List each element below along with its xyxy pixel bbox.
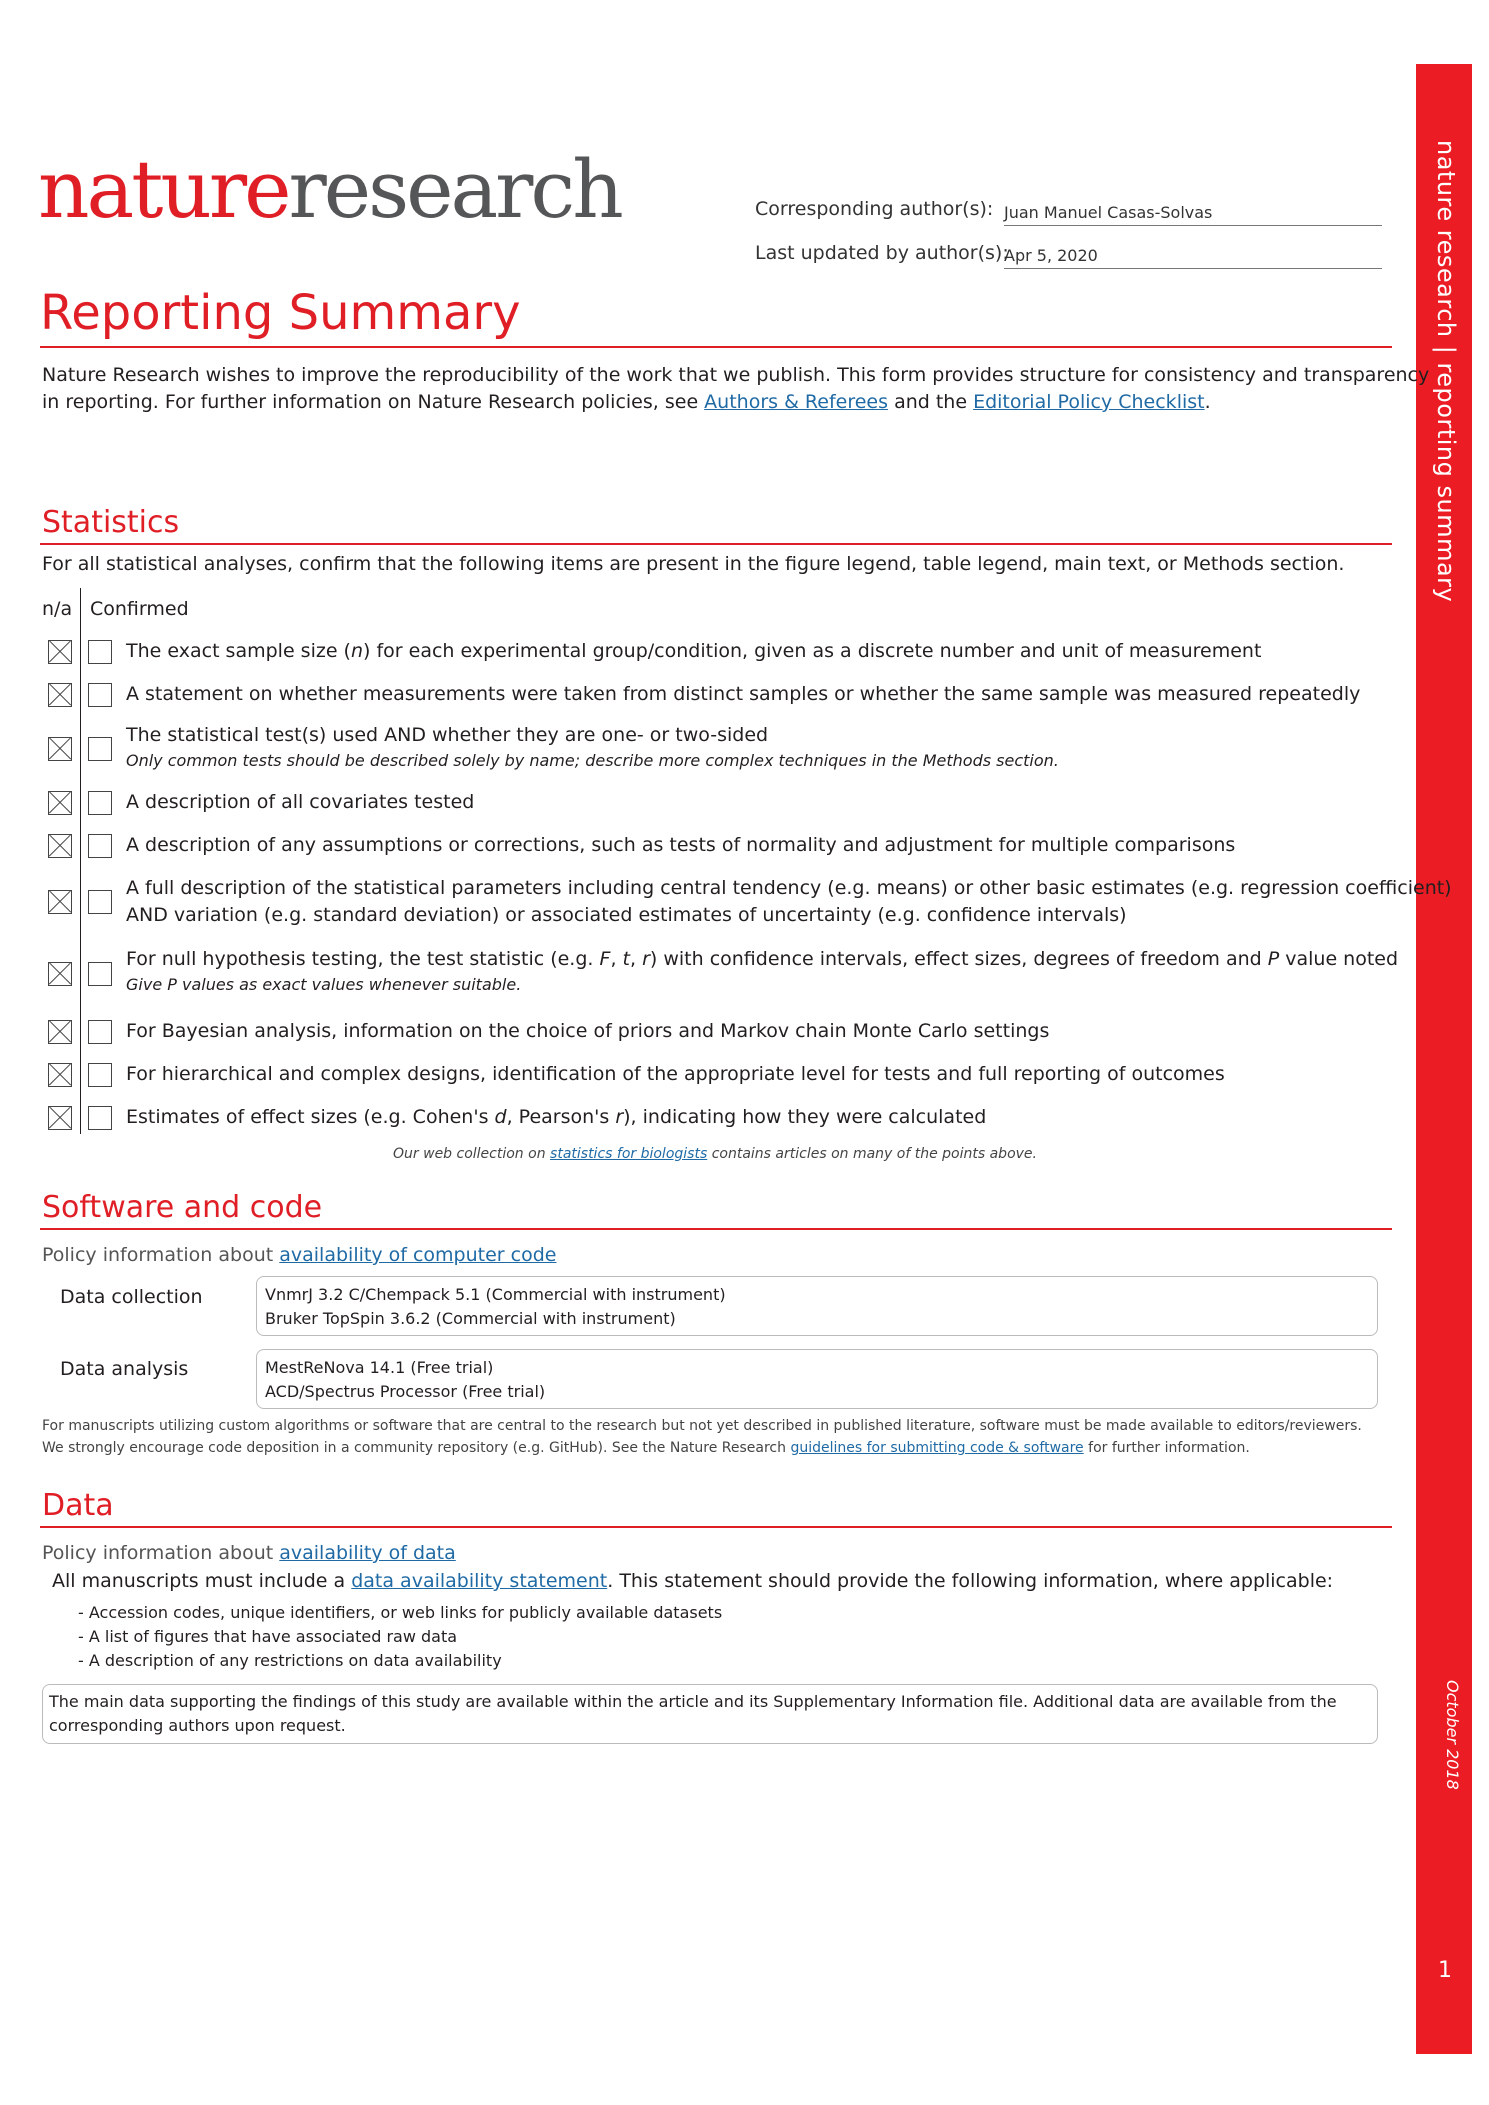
page-number: 1 xyxy=(1438,1958,1452,1983)
checklist-item-7-note: Give P values as exact values whenever suitable. xyxy=(126,975,522,994)
data-analysis-field[interactable] xyxy=(256,1349,1378,1409)
data-bullet-3: - A description of any restrictions on data availability xyxy=(78,1651,502,1670)
data-heading: Data xyxy=(42,1488,114,1523)
data-analysis-label: Data analysis xyxy=(60,1358,189,1380)
confirmed-checkbox-6[interactable] xyxy=(88,890,112,914)
checklist-item-6: A full description of the statistical parameters including central tendency (e.g. means) or other basic estimates (e.g. regression coefficient) xyxy=(126,877,1452,899)
last-updated-field[interactable]: Apr 5, 2020 xyxy=(1004,246,1382,269)
page-title: Reporting Summary xyxy=(40,285,521,341)
confirmed-checkbox-8[interactable] xyxy=(88,1020,112,1044)
software-note-line-1: For manuscripts utilizing custom algorithms or software that are central to the research but not yet described in published literature, software must be made available to editors/reviewers. xyxy=(42,1418,1362,1434)
confirmed-checkbox-7[interactable] xyxy=(88,962,112,986)
data-analysis-line-1: MestReNova 14.1 (Free trial) xyxy=(265,1358,494,1377)
data-collection-line-2: Bruker TopSpin 3.6.2 (Commercial with instrument) xyxy=(265,1309,676,1328)
na-checkbox-1[interactable] xyxy=(48,640,72,664)
statistics-footnote: Our web collection on statistics for biologists contains articles on many of the points above. xyxy=(393,1146,1037,1162)
statistics-instruction: For all statistical analyses, confirm that the following items are present in the figure legend, table legend, main text, or Methods section. xyxy=(42,553,1345,575)
confirmed-checkbox-4[interactable] xyxy=(88,791,112,815)
checklist-item-3-note: Only common tests should be described solely by name; describe more complex techniques in the Methods section. xyxy=(126,751,1059,770)
authors-referees-link[interactable]: Authors & Referees xyxy=(704,391,889,413)
data-statement-instruction: All manuscripts must include a data availability statement. This statement should provide the following information, where applicable: xyxy=(52,1570,1334,1592)
na-checkbox-7[interactable] xyxy=(48,962,72,986)
code-guidelines-link[interactable]: guidelines for submitting code & software xyxy=(790,1440,1084,1456)
corresponding-author-field[interactable]: Juan Manuel Casas-Solvas xyxy=(1004,203,1382,226)
data-availability-statement-link[interactable]: data availability statement xyxy=(351,1570,608,1592)
intro-line-2: in reporting. For further information on Nature Research policies, see Authors & Referees and the Editorial Policy Checklist. xyxy=(42,391,1211,413)
data-analysis-line-2: ACD/Spectrus Processor (Free trial) xyxy=(265,1382,546,1401)
editorial-policy-link[interactable]: Editorial Policy Checklist xyxy=(973,391,1205,413)
data-bullet-1: - Accession codes, unique identifiers, or web links for publicly available datasets xyxy=(78,1603,723,1622)
data-answer-line-2: corresponding authors upon request. xyxy=(49,1716,346,1735)
confirmed-checkbox-5[interactable] xyxy=(88,834,112,858)
checklist-item-2: A statement on whether measurements were taken from distinct samples or whether the same sample was measured repeatedly xyxy=(126,683,1361,705)
software-rule xyxy=(40,1228,1392,1230)
na-checkbox-3[interactable] xyxy=(48,737,72,761)
checklist-item-4: A description of all covariates tested xyxy=(126,791,475,813)
availability-of-data-link[interactable]: availability of data xyxy=(279,1542,456,1564)
checklist-item-7: For null hypothesis testing, the test statistic (e.g. F, t, r) with confidence intervals, effect sizes, degrees of freedom and P value noted xyxy=(126,948,1399,970)
data-answer-line-1: The main data supporting the findings of this study are available within the article and its Supplementary Information file. Additional data are available from the xyxy=(49,1692,1337,1711)
na-checkbox-8[interactable] xyxy=(48,1020,72,1044)
data-bullet-2: - A list of figures that have associated raw data xyxy=(78,1627,458,1646)
intro-line-1: Nature Research wishes to improve the reproducibility of the work that we publish. This form provides structure for consistency and transparency xyxy=(42,364,1430,386)
software-heading: Software and code xyxy=(42,1190,323,1225)
na-checkbox-6[interactable] xyxy=(48,890,72,914)
data-policy: Policy information about availability of data xyxy=(42,1542,456,1564)
software-policy: Policy information about availability of computer code xyxy=(42,1244,557,1266)
data-rule xyxy=(40,1526,1392,1528)
na-checkbox-10[interactable] xyxy=(48,1106,72,1130)
sidebar-label: nature research | reporting summary xyxy=(1432,140,1460,603)
statistics-heading: Statistics xyxy=(42,505,180,540)
checklist-item-8: For Bayesian analysis, information on the choice of priors and Markov chain Monte Carlo settings xyxy=(126,1020,1050,1042)
title-rule xyxy=(40,346,1392,348)
data-collection-line-1: VnmrJ 3.2 C/Chempack 5.1 (Commercial with instrument) xyxy=(265,1285,726,1304)
confirmed-checkbox-3[interactable] xyxy=(88,737,112,761)
checklist-item-10: Estimates of effect sizes (e.g. Cohen's d, Pearson's r), indicating how they were calculated xyxy=(126,1106,987,1128)
confirmed-checkbox-2[interactable] xyxy=(88,683,112,707)
sidebar-date: October 2018 xyxy=(1443,1680,1462,1790)
na-checkbox-5[interactable] xyxy=(48,834,72,858)
confirmed-checkbox-9[interactable] xyxy=(88,1063,112,1087)
computer-code-link[interactable]: availability of computer code xyxy=(279,1244,557,1266)
checklist-item-1: The exact sample size (n) for each experimental group/condition, given as a discrete number and unit of measurement xyxy=(126,640,1262,662)
corresponding-author-label: Corresponding author(s): xyxy=(755,198,994,220)
data-availability-answer[interactable] xyxy=(42,1684,1378,1744)
checklist-item-5: A description of any assumptions or corrections, such as tests of normality and adjustment for multiple comparisons xyxy=(126,834,1236,856)
statistics-rule xyxy=(40,543,1392,545)
data-collection-label: Data collection xyxy=(60,1286,203,1308)
na-checkbox-2[interactable] xyxy=(48,683,72,707)
confirmed-checkbox-10[interactable] xyxy=(88,1106,112,1130)
na-checkbox-4[interactable] xyxy=(48,791,72,815)
last-updated-label: Last updated by author(s): xyxy=(755,242,1009,264)
na-column-header: n/a xyxy=(42,598,73,620)
checklist-item-6-line-2: AND variation (e.g. standard deviation) or associated estimates of uncertainty (e.g. confidence intervals) xyxy=(126,904,1127,926)
confirmed-column-header: Confirmed xyxy=(90,598,189,620)
na-checkbox-9[interactable] xyxy=(48,1063,72,1087)
checklist-item-3: The statistical test(s) used AND whether they are one- or two-sided xyxy=(126,724,769,746)
checklist-divider xyxy=(80,588,81,1134)
nature-research-logo: natureresearch xyxy=(38,143,621,236)
statistics-for-biologists-link[interactable]: statistics for biologists xyxy=(550,1146,708,1162)
checklist-item-9: For hierarchical and complex designs, identification of the appropriate level for tests and full reporting of outcomes xyxy=(126,1063,1225,1085)
confirmed-checkbox-1[interactable] xyxy=(88,640,112,664)
software-note-line-2: We strongly encourage code deposition in a community repository (e.g. GitHub). See the Nature Research guidelines for submitting code & software for further information. xyxy=(42,1440,1250,1456)
data-collection-field[interactable] xyxy=(256,1276,1378,1336)
